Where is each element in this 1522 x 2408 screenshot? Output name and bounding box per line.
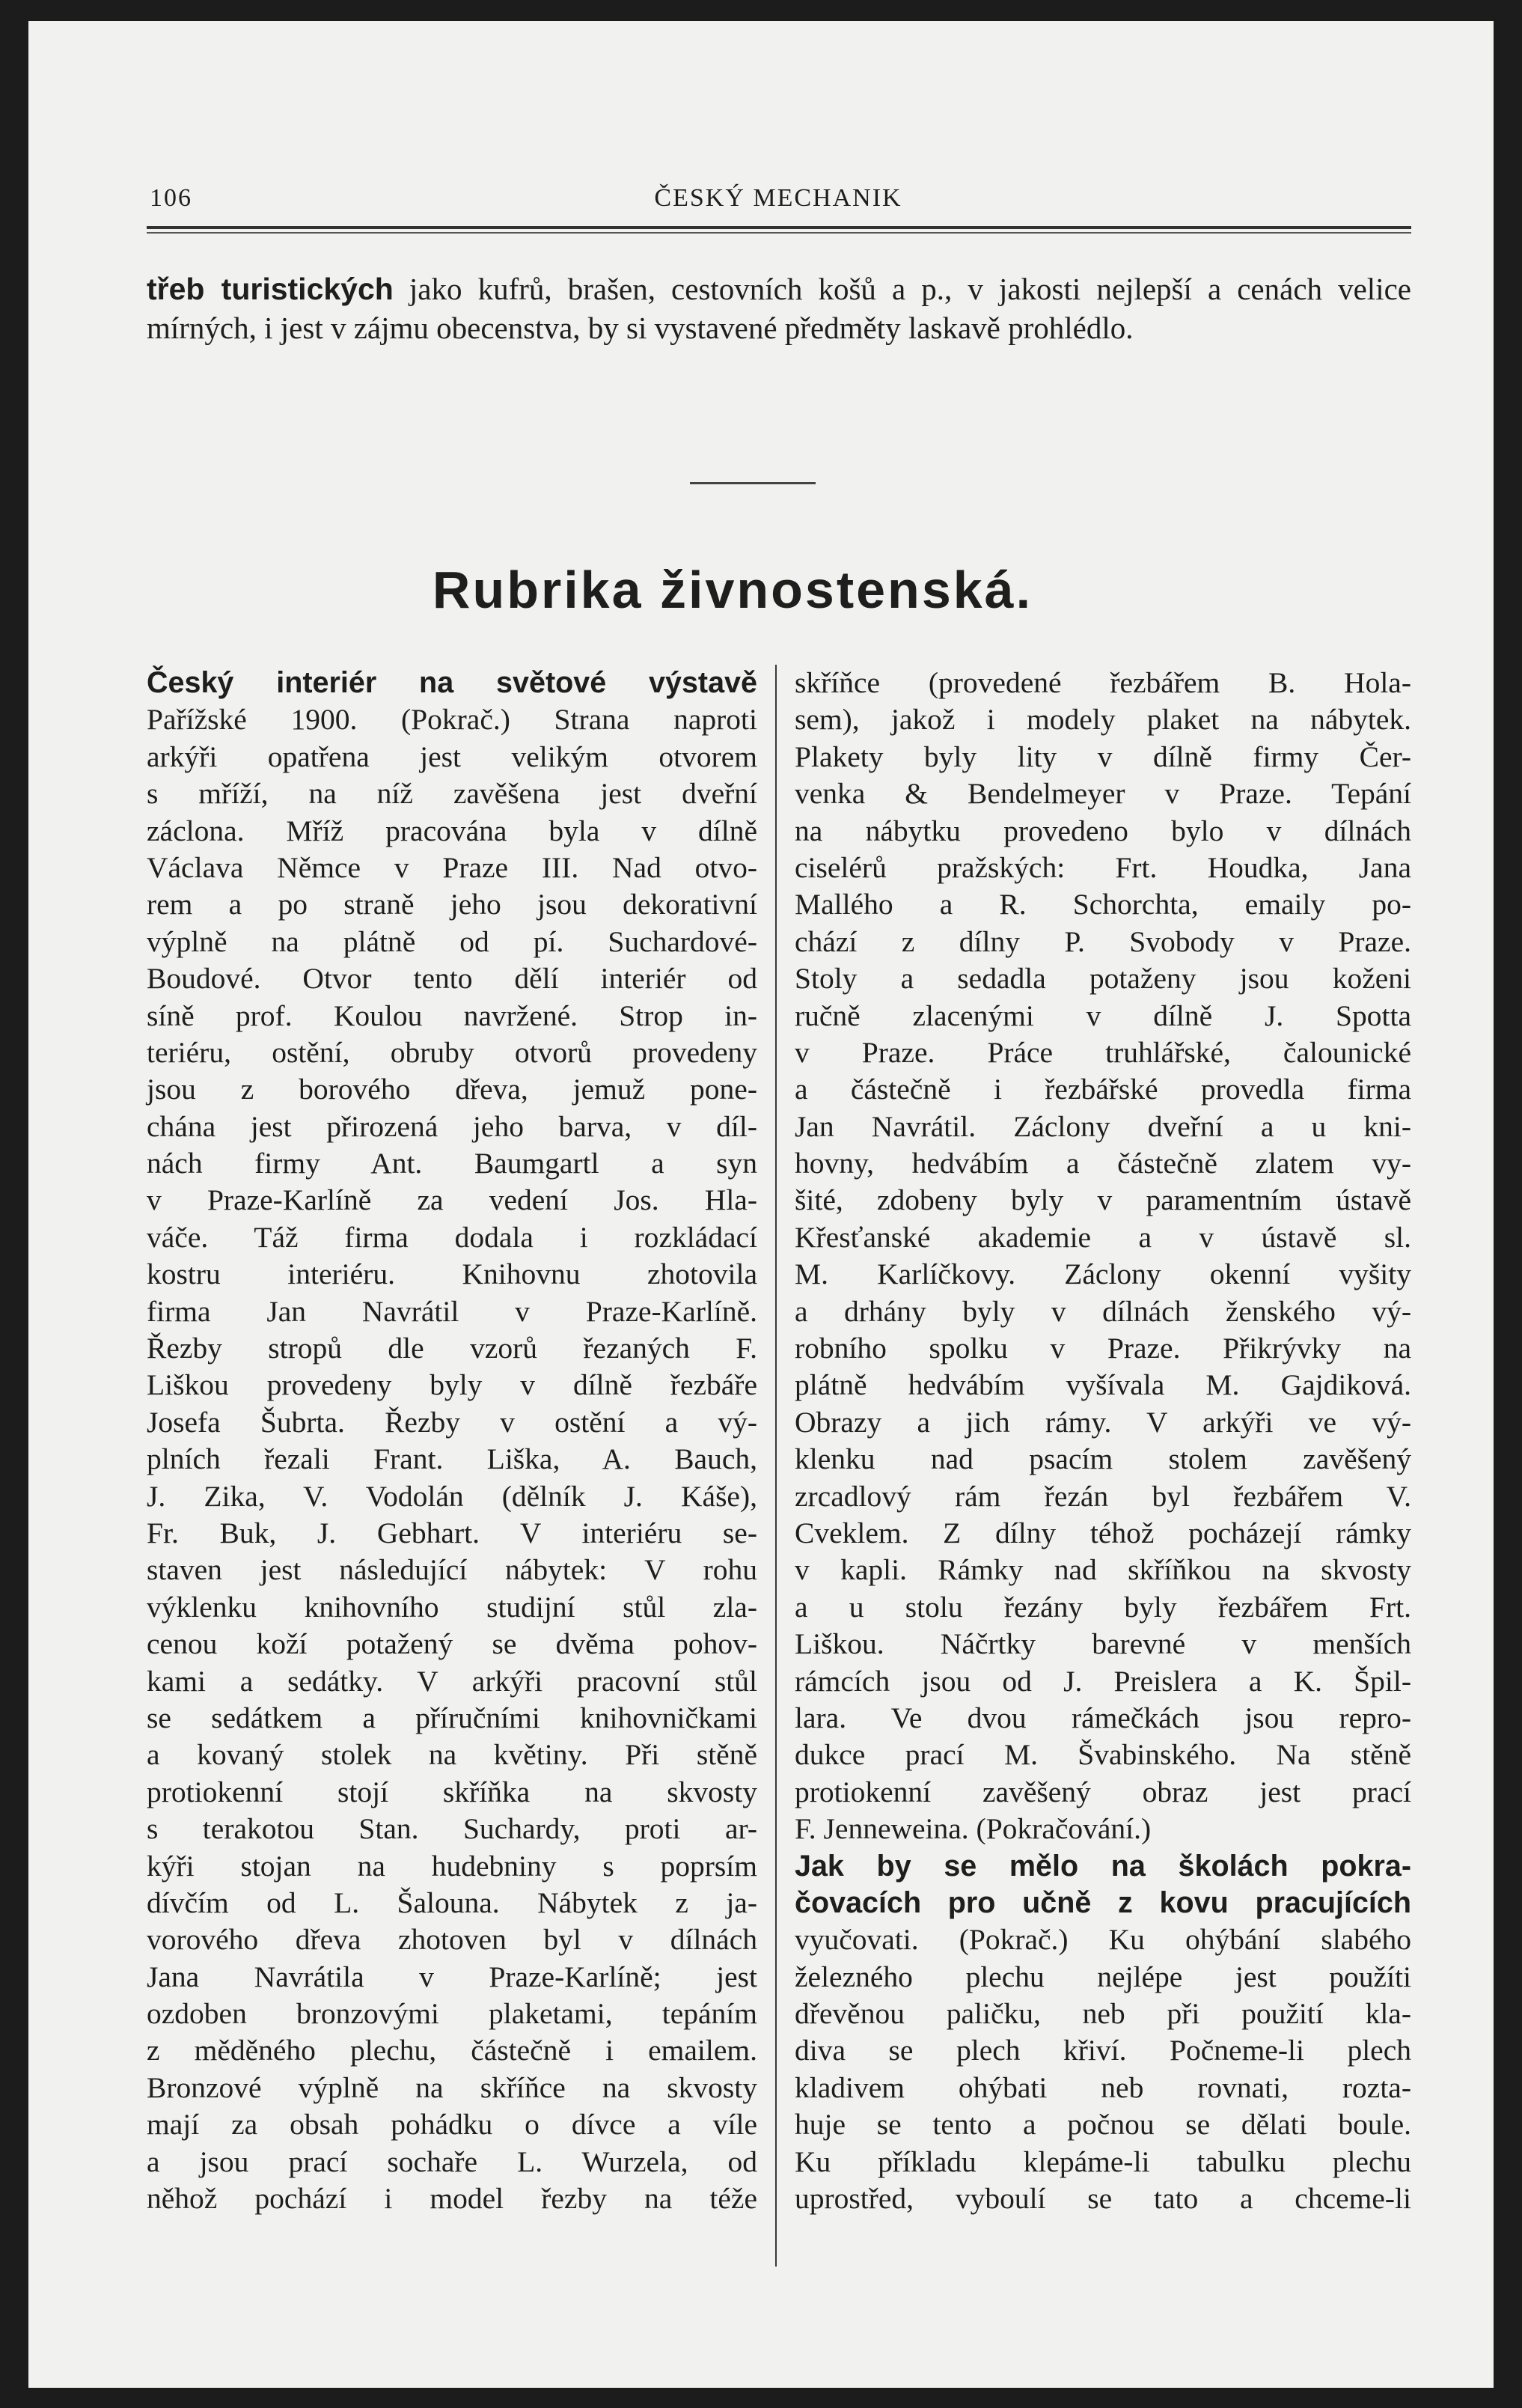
text-line: Josefa Šubrta. Řezby v ostění a vý- [147, 1405, 757, 1439]
text-line: cenou koží potažený se dvěma pohov- [147, 1627, 757, 1661]
text-line: a u stolu řezány byly řezbářem Frt. [795, 1590, 1411, 1624]
journal-title: ČESKÝ MECHANIK [654, 184, 902, 212]
text-line: nách firmy Ant. Baumgartl a syn [147, 1147, 757, 1180]
text-line: mají za obsah pohádku o dívce a víle [147, 2108, 757, 2142]
text-line: Stoly a sedadla potaženy jsou koženi [795, 962, 1411, 996]
text-line: váče. Táž firma dodala i rozkládací [147, 1220, 757, 1254]
right-column [795, 665, 1411, 2217]
text-line: vorového dřeva zhotoven byl v dílnách [147, 1923, 757, 1957]
text-line: M. Karlíčkovy. Záclony okenní vyšity [795, 1258, 1411, 1291]
separator-rule [690, 482, 816, 484]
text-line: rámcích jsou od J. Preislera a K. Špil- [795, 1664, 1411, 1698]
text-line: huje se tento a počnou se dělati boule. [795, 2108, 1411, 2142]
text-line: Český interiér na světové výstavě [147, 666, 757, 699]
text-line: síně prof. Koulou navržené. Strop in- [147, 999, 757, 1032]
text-line: Jak by se mělo na školách pokra- [795, 1849, 1411, 1883]
text-line: a částečně i řezbářské provedla firma [795, 1073, 1411, 1106]
text-line: lara. Ve dvou rámečkách jsou repro- [795, 1701, 1411, 1734]
text-line: dukce prací M. Švabinského. Na stěně [795, 1738, 1411, 1772]
text-line: klenku nad psacím stolem zavěšený [795, 1442, 1411, 1476]
text-line: v Praze. Práce truhlářské, čalounické [795, 1035, 1411, 1069]
column-divider [775, 665, 777, 2267]
intro-paragraph [147, 269, 1411, 347]
page-header [150, 184, 1407, 217]
text-line: Obrazy a jich rámy. V arkýři ve vý- [795, 1405, 1411, 1439]
text-line: chána jest přirozená jeho barva, v díl- [147, 1109, 757, 1143]
text-line: záclona. Mříž pracována byla v dílně [147, 814, 757, 847]
text-line: a jsou prací sochaře L. Wurzela, od [147, 2145, 757, 2178]
text-line: sem), jakož i modely plaket na nábytek. [795, 703, 1411, 737]
text-line: s mříží, na níž zavěšena jest dveřní [147, 777, 757, 811]
text-line: Plakety byly lity v dílně firmy Čer- [795, 740, 1411, 773]
text-line: plních řezali Frant. Liška, A. Bauch, [147, 1442, 757, 1476]
text-line: Křesťanské akademie a v ústavě sl. [795, 1220, 1411, 1254]
text-line: zrcadlový rám řezán byl řezbářem V. [795, 1479, 1411, 1513]
text-line: Fr. Buk, J. Gebhart. V interiéru se- [147, 1516, 757, 1549]
text-line: skříňce (provedené řezbářem B. Hola- [795, 666, 1411, 699]
page-number: 106 [150, 184, 192, 212]
text-line: arkýři opatřena jest velikým otvorem [147, 740, 757, 773]
text-line: něhož pochází i model řezby na téže [147, 2182, 757, 2216]
intro-text: jako kufrů, brašen, cestovních košů a p., v jakosti nejlepší a cenách velice mírných, i jest v zájmu obecenstva, by si vystavené předměty laskavě prohlédlo. [147, 272, 1411, 345]
text-line: kladivem ohýbati neb rovnati, rozta- [795, 2070, 1411, 2104]
text-line: kami a sedátky. V arkýři pracovní stůl [147, 1664, 757, 1698]
header-rule-thin [147, 232, 1411, 234]
section-title: Rubrika živnostenská. [432, 561, 1033, 619]
text-line: jsou z borového dřeva, jemuž pone- [147, 1073, 757, 1106]
text-line: a kovaný stolek na květiny. Při stěně [147, 1738, 757, 1772]
text-line: dívčím od L. Šalouna. Nábytek z ja- [147, 1886, 757, 1919]
text-line: a drhány byly v dílnách ženského vý- [795, 1294, 1411, 1328]
text-line: kýři stojan na hudebniny s poprsím [147, 1849, 757, 1883]
text-line: ozdoben bronzovými plaketami, tepáním [147, 1997, 757, 2031]
text-line: rem a po straně jeho jsou dekorativní [147, 888, 757, 921]
text-line: na nábytku provedeno bylo v dílnách [795, 814, 1411, 847]
text-line: chází z dílny P. Svobody v Praze. [795, 924, 1411, 958]
text-line: s terakotou Stan. Suchardy, proti ar- [147, 1812, 757, 1846]
text-line: F. Jenneweina. (Pokračování.) [795, 1812, 1152, 1846]
text-line: J. Zika, V. Vodolán (dělník J. Káše), [147, 1479, 757, 1513]
text-line: diva se plech křiví. Počneme-li plech [795, 2034, 1411, 2067]
text-line: Mallého a R. Schorchta, emaily po- [795, 888, 1411, 921]
text-line: vyučovati. (Pokrač.) Ku ohýbání slabého [795, 1923, 1411, 1957]
text-line: robního spolku v Praze. Přikrývky na [795, 1332, 1411, 1365]
left-column [147, 665, 757, 2217]
text-line: Ku příkladu klepáme-li tabulku plechu [795, 2145, 1411, 2178]
intro-bold-lead: třeb turistických [147, 272, 394, 306]
text-line: Václava Němce v Praze III. Nad otvo- [147, 850, 757, 884]
text-line: hovny, hedvábím a částečně zlatem vy- [795, 1147, 1411, 1180]
text-line: uprostřed, vyboulí se tato a chceme-li [795, 2182, 1411, 2216]
text-line: ciselérů pražských: Frt. Houdka, Jana [795, 850, 1411, 884]
text-line: výplně na plátně od pí. Suchardové- [147, 924, 757, 958]
text-line: Boudové. Otvor tento dělí interiér od [147, 962, 757, 996]
text-line: výklenku knihovního studijní stůl zla- [147, 1590, 757, 1624]
text-line: Cveklem. Z dílny téhož pocházejí rámky [795, 1516, 1411, 1549]
text-line: železného plechu nejlépe jest použíti [795, 1960, 1411, 1993]
text-line: teriéru, ostění, obruby otvorů provedeny [147, 1035, 757, 1069]
text-line: Pařížské 1900. (Pokrač.) Strana naproti [147, 703, 757, 737]
text-line: venka & Bendelmeyer v Praze. Tepání [795, 777, 1411, 811]
text-line: z měděného plechu, částečně i emailem. [147, 2034, 757, 2067]
text-line: protiokenní zavěšený obraz jest prací [795, 1775, 1411, 1808]
header-rule [147, 226, 1411, 229]
text-line: v kapli. Rámky nad skříňkou na skvosty [795, 1553, 1411, 1587]
text-line: Jana Navrátila v Praze-Karlíně; jest [147, 1960, 757, 1993]
text-line: firma Jan Navrátil v Praze-Karlíně. [147, 1294, 757, 1328]
text-line: kostru interiéru. Knihovnu zhotovila [147, 1258, 757, 1291]
text-line: čovacích pro učně z kovu pracujících [795, 1886, 1411, 1919]
text-line: plátně hedvábím vyšívala M. Gajdiková. [795, 1368, 1411, 1402]
text-line: v Praze-Karlíně za vedení Jos. Hla- [147, 1183, 757, 1217]
text-line: ručně zlacenými v dílně J. Spotta [795, 999, 1411, 1032]
text-line: šité, zdobeny byly v paramentním ústavě [795, 1183, 1411, 1217]
text-line: Jan Navrátil. Záclony dveřní a u kni- [795, 1109, 1411, 1143]
text-line: Liškou. Náčrtky barevné v menších [795, 1627, 1411, 1661]
text-line: dřevěnou paličku, neb při použití kla- [795, 1997, 1411, 2031]
text-line: protiokenní stojí skříňka na skvosty [147, 1775, 757, 1808]
text-line: Liškou provedeny byly v dílně řezbáře [147, 1368, 757, 1402]
text-line: staven jest následující nábytek: V rohu [147, 1553, 757, 1587]
text-line: Řezby stropů dle vzorů řezaných F. [147, 1332, 757, 1365]
text-line: Bronzové výplně na skříňce na skvosty [147, 2070, 757, 2104]
text-line: se sedátkem a příručními knihovničkami [147, 1701, 757, 1734]
